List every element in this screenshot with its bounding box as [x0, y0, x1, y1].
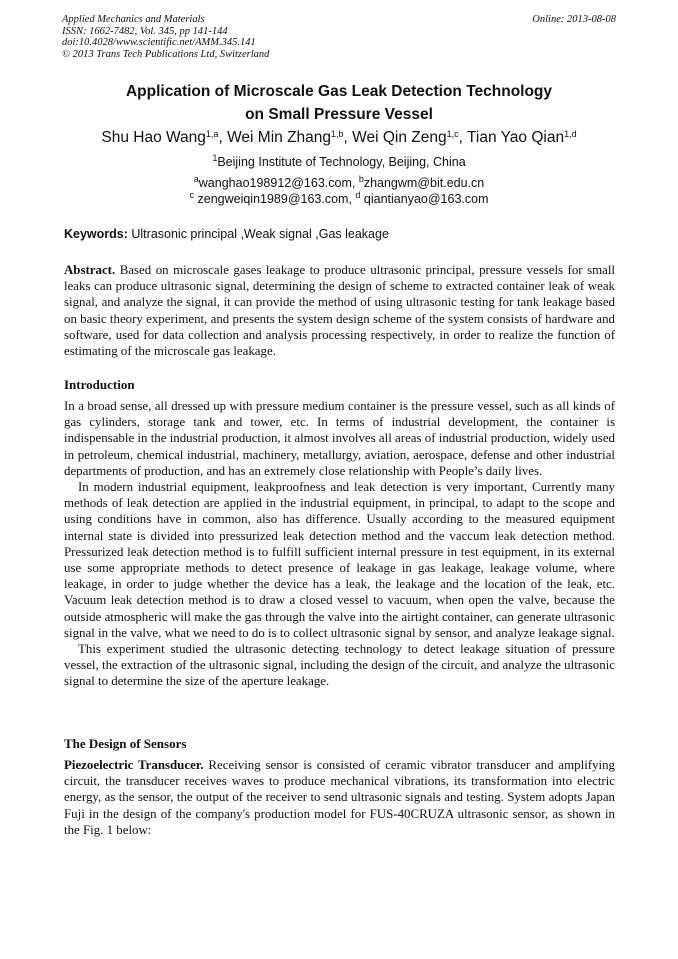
author-superscript: 1,d — [564, 129, 577, 139]
introduction-body — [64, 398, 615, 690]
design-runin-heading: Piezoelectric Transducer. — [64, 758, 204, 772]
email-superscript: d — [355, 190, 361, 200]
keywords-text: Ultrasonic principal ,Weak signal ,Gas leakage — [127, 227, 389, 241]
intro-paragraph-1: In a broad sense, all dressed up with pressure medium container is the pressure vessel, such as all kinds of gas cylinders, storage tank and tower, etc. In terms of industrial development, the container is indispensable in the industrial production, it almost involves all areas of industrial production, widely used in petroleum, chemical industrial, machinery, metallurgy, aviation, aerospace, defense and other industrial departments of production, and has an extremely close relationship with People’s daily lives. — [64, 399, 615, 478]
author-name: Shu Hao Wang — [101, 129, 206, 146]
email-superscript: a — [193, 174, 199, 184]
title-line-1: Application of Microscale Gas Leak Detection Technology — [125, 83, 553, 100]
design-paragraph — [64, 757, 615, 838]
author-superscript: 1,b — [331, 129, 344, 139]
affiliation-text: Beijing Institute of Technology, Beijing, China — [217, 155, 466, 169]
doi-line: doi:10.4028/www.scientific.net/AMM.345.141 — [62, 37, 256, 48]
email-address[interactable]: wanghao198912@163.com, — [198, 176, 359, 190]
author-separator: , — [343, 129, 353, 146]
author-name: Wei Qin Zeng — [352, 129, 447, 146]
copyright-line: © 2013 Trans Tech Publications Ltd, Switzerland — [62, 48, 270, 60]
abstract — [64, 262, 615, 359]
abstract-label: Abstract. — [64, 263, 116, 277]
email-superscript: c — [189, 190, 195, 200]
author-superscript: 1,c — [446, 129, 459, 139]
design-text: Receiving sensor is consisted of ceramic vibrator transducer and amplifying circuit, the transducer receives waves to produce mechanical vibrations, its transformation into electric energy, as the sensor, the output of the receiver to send ultrasonic signals and testing. System adopts Japan Fuji in the design of the company's production model for FUS-40CRUZA ultrasonic sensor, as shown in the Fig. 1 below: — [64, 758, 615, 837]
journal-header — [62, 14, 616, 60]
author-separator: , — [458, 129, 467, 146]
author-emails — [40, 175, 638, 207]
author-list — [30, 128, 648, 148]
abstract-paragraph — [64, 262, 615, 359]
intro-paragraph-2: In modern industrial equipment, leakproofness and leak detection is very important, Currently many methods of leak detection are applied in the industrial equipment, in principal, to adapt to the scope and using conditions have in common, also has difference. Usually according to the measured equipment internal state is divided into pressurized leak detection method and the vaccum leak detection method. Pressurized leak detection method is to fulfill sufficient internal pressure in test equipment, in its external use some appropriate methods to detect presence of leakage in gas leakage, leakage volume, where leakage, in order to judge whether the device has a leak, the leakage and the location of the leak, etc. Vacuum leak detection method is to draw a closed vessel to vacuum, when open the valve, because the outside atmospheric will make the gas through the valve into the airtight container, can generate ultrasonic signal in the valve, what we need to do is to collect ultrasonic signal by sensor, and analyze leakage signal. — [64, 480, 615, 640]
title-line-2: on Small Pressure Vessel — [245, 106, 433, 123]
email-superscript: b — [358, 174, 364, 184]
keywords — [64, 226, 616, 242]
author-superscript: 1,a — [205, 129, 219, 139]
journal-name: Applied Mechanics and Materials — [62, 14, 205, 25]
affiliation-superscript: 1 — [212, 153, 218, 163]
email-line-2 — [40, 191, 638, 207]
intro-paragraph-3: This experiment studied the ultrasonic detecting technology to detect leakage situation of pressure vessel, the extraction of the ultrasonic signal, including the design of the circuit, and analyze the ultrasonic signal to determine the size of the aperture leakage. — [64, 642, 615, 689]
email-address[interactable]: zengweiqin1989@163.com, — [194, 192, 356, 206]
issn-line: ISSN: 1662-7482, Vol. 345, pp 141-144 — [62, 25, 228, 37]
email-address[interactable]: zhangwm@bit.edu.cn — [363, 176, 485, 190]
introduction-heading: Introduction — [64, 377, 135, 392]
affiliation — [40, 154, 638, 171]
design-heading: The Design of Sensors — [64, 736, 187, 751]
author-name: Wei Min Zhang — [227, 129, 332, 146]
email-address[interactable]: qiantianyao@163.com — [360, 192, 489, 206]
keywords-label: Keywords: — [64, 227, 128, 241]
design-body — [64, 757, 615, 838]
abstract-text: Based on microscale gases leakage to produce ultrasonic principal, pressure vessels for small leaks can produce ultrasonic signal, determining the design of scheme to extracted container leak of weak signal, and analyze the signal, it can provide the method of using ultrasonic testing for tank leakage based on basic theory experiment, and presents the system design scheme of the system consists of hardware and software, used for data collection and analysis processing respectively, in order to realize the function of estimating of the microscale gas leakage. — [64, 263, 615, 359]
paper-title — [40, 80, 638, 126]
author-name: Tian Yao Qian — [467, 129, 565, 146]
online-date: Online: 2013-08-08 — [532, 14, 616, 25]
email-line-1 — [40, 175, 638, 191]
author-separator: , — [218, 129, 228, 146]
